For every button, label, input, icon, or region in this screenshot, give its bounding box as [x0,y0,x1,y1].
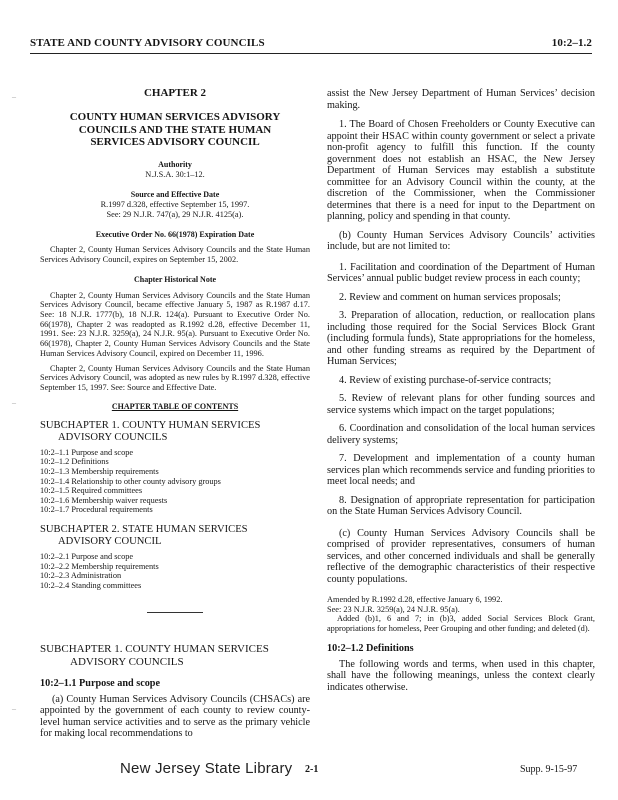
subchapter-heading [40,643,310,668]
toc-subchapter-line: SUBCHAPTER 2. STATE HUMAN SERVICES [40,524,248,536]
header-title: STATE AND COUNTY ADVISORY COUNCILS [30,37,265,49]
body-paragraph: (a) County Human Services Advisory Councils (CHSACs) are appointed by the government of each county to review county-level human service activities and to serve as the primary vehicle for making local recommendations to [40,693,310,740]
toc-entry: 10:2–2.3 Administration [40,571,122,581]
body-paragraph: The following words and terms, when used in this chapter, shall have the following meanings, unless the context clearly indicates otherwise. [327,658,595,693]
historical-note-heading: Chapter Historical Note [133,275,217,285]
page-number: 2-1 [305,764,319,775]
authority-heading: Authority [158,159,192,169]
amendment-line: Amended by R.1992 d.28, effective January 6, 1992. [327,595,503,604]
page-footer [0,760,618,780]
toc-entry: 10:2–1.6 Membership waiver requests [40,495,168,505]
header-section-number: 10:2–1.2 [551,37,592,49]
list-item: 6. Coordination and consolidation of the local human services delivery systems; [327,423,595,446]
toc-subchapter-line: ADVISORY COUNCILS [58,431,168,443]
toc-subchapter-heading [40,420,310,444]
amendment-note [327,595,595,633]
toc-entry: 10:2–1.2 Definitions [40,457,109,467]
scan-mark: – [12,92,16,101]
list-item: 4. Review of existing purchase-of-service contracts; [339,374,552,386]
body-paragraph: 1. The Board of Chosen Freeholders or County Executive can appoint their HSAC within county government or select a private non-profit agency to fulfill this function. If the county government does not establish an HSAC, the New Jersey Department of Human Services may establish a substitute committee for an Advisory Council within the county, at the discretion of the Commissioner, when the Commissioner determines that there is a need for input to the Department on planning, policy and spending in that county. [327,119,595,222]
source-line: R.1997 d.328, effective September 15, 1997. [100,200,250,210]
historical-note-paragraph: Chapter 2, County Human Services Advisory Councils and the State Human Services Advisory Council, became effective January 5, 1987 as R.1987 d.17. See: 18 N.J.R. 1777(b), 18 N.J.R. 124(a). Pursuant to Executive Order No. 66(1978), Chapter 2 was readopted as R.1992 d.28, effective December 11, 1991. See: 23 N.J.R. 3259(a), 24 N.J.R. 95(a). Pursuant to Executive Order No. 66(1978), Chapter 2, County Human Services Advisory Councils and the State Human Services Advisory Council, expired on December 11, 1996. [40,290,310,358]
authority-text: N.J.S.A. 30:1–12. [145,169,205,179]
chapter-title-line: SERVICES ADVISORY COUNCIL [90,136,260,149]
header-rule [30,53,592,54]
toc-entry: 10:2–1.5 Required committees [40,486,143,496]
toc-entry: 10:2–1.3 Membership requirements [40,467,159,477]
toc-heading: CHAPTER TABLE OF CONTENTS [111,401,239,411]
chapter-title [40,111,310,149]
right-column [327,88,595,701]
toc-list [40,552,310,590]
list-item: 1. Facilitation and coordination of the Department of Human Services’ annual public budget review process in each county; [327,261,595,284]
toc-entry: 10:2–2.2 Membership requirements [40,561,159,571]
list-item: 7. Development and implementation of a county human services plan which recommends service and funding priorities to meet local needs; and [327,453,595,487]
amendment-line: See: 23 N.J.R. 3259(a), 24 N.J.R. 95(a). [327,604,460,614]
library-stamp: New Jersey State Library [120,760,293,777]
list-item: 5. Review of relevant plans for other funding sources and service systems which impact on the target populations; [327,393,595,416]
supplement-date: Supp. 9-15-97 [520,764,578,775]
executive-order-text: Chapter 2, County Human Services Advisory Councils and the State Human Services Advisory Council, expires on September 15, 2002. [40,245,310,264]
amendment-line: Added (b)1, 6 and 7; in (b)3, added Social Services Block Grant, appropriations for homeless, Peer Grouping and other funding; and deleted (d). [327,614,595,633]
source-line: See: 29 N.J.R. 747(a), 29 N.J.R. 4125(a). [106,209,244,219]
body-paragraph: (c) County Human Services Advisory Councils shall be comprised of provider representatives, consumers of human services, and other concerned individuals and shall be generally reflective of the demographic characteristics of their respective county populations. [327,527,595,585]
section-divider [147,612,203,613]
subchapter-heading-line: SUBCHAPTER 1. COUNTY HUMAN SERVICES [40,643,269,656]
toc-subchapter-line: SUBCHAPTER 1. COUNTY HUMAN SERVICES [40,419,261,431]
chapter-title-line: COUNCILS AND THE STATE HUMAN [78,123,272,136]
toc-entry: 10:2–1.1 Purpose and scope [40,447,134,457]
toc-list [40,448,310,515]
toc-subchapter-heading [40,524,310,548]
left-column [40,88,310,748]
body-paragraph: (b) County Human Services Advisory Councils’ activities include, but are not limited to: [327,229,595,252]
list-item: 3. Preparation of allocation, reduction, or reallocation plans including those required for the Social Services Block Grant (including formula funds), State appropriations for the homeless, and other funding streams as required by the Department of Human Services; [327,310,595,367]
toc-entry: 10:2–2.1 Purpose and scope [40,552,134,562]
subchapter-heading-line: ADVISORY COUNCILS [70,655,184,668]
section-title: 10:2–1.2 Definitions [327,643,414,655]
scan-mark: – [12,398,16,407]
toc-entry: 10:2–1.7 Procedural requirements [40,505,153,515]
list-item: 8. Designation of appropriate representation for participation on the State Human Services Advisory Council. [327,494,595,517]
scan-mark: – [12,704,16,713]
historical-note-paragraph: Chapter 2, County Human Services Advisory Councils and the State Human Services Advisory Council, was adopted as new rules by R.1997 d.328, effective September 15, 1997. See: Source and Effective Date. [40,363,310,392]
toc-entry: 10:2–1.4 Relationship to other county advisory groups [40,476,221,486]
running-header [30,34,592,52]
toc-entry: 10:2–2.4 Standing committees [40,580,142,590]
section-title: 10:2–1.1 Purpose and scope [40,678,160,690]
toc-subchapter-line: ADVISORY COUNCIL [58,536,162,548]
chapter-title-line: COUNTY HUMAN SERVICES ADVISORY [69,111,281,124]
executive-order-heading: Executive Order No. 66(1978) Expiration Date [95,229,255,239]
body-paragraph: assist the New Jersey Department of Human Services’ decision making. [327,88,595,111]
list-item: 2. Review and comment on human services proposals; [339,291,561,303]
chapter-number: CHAPTER 2 [143,87,207,99]
source-heading: Source and Effective Date [130,189,220,199]
